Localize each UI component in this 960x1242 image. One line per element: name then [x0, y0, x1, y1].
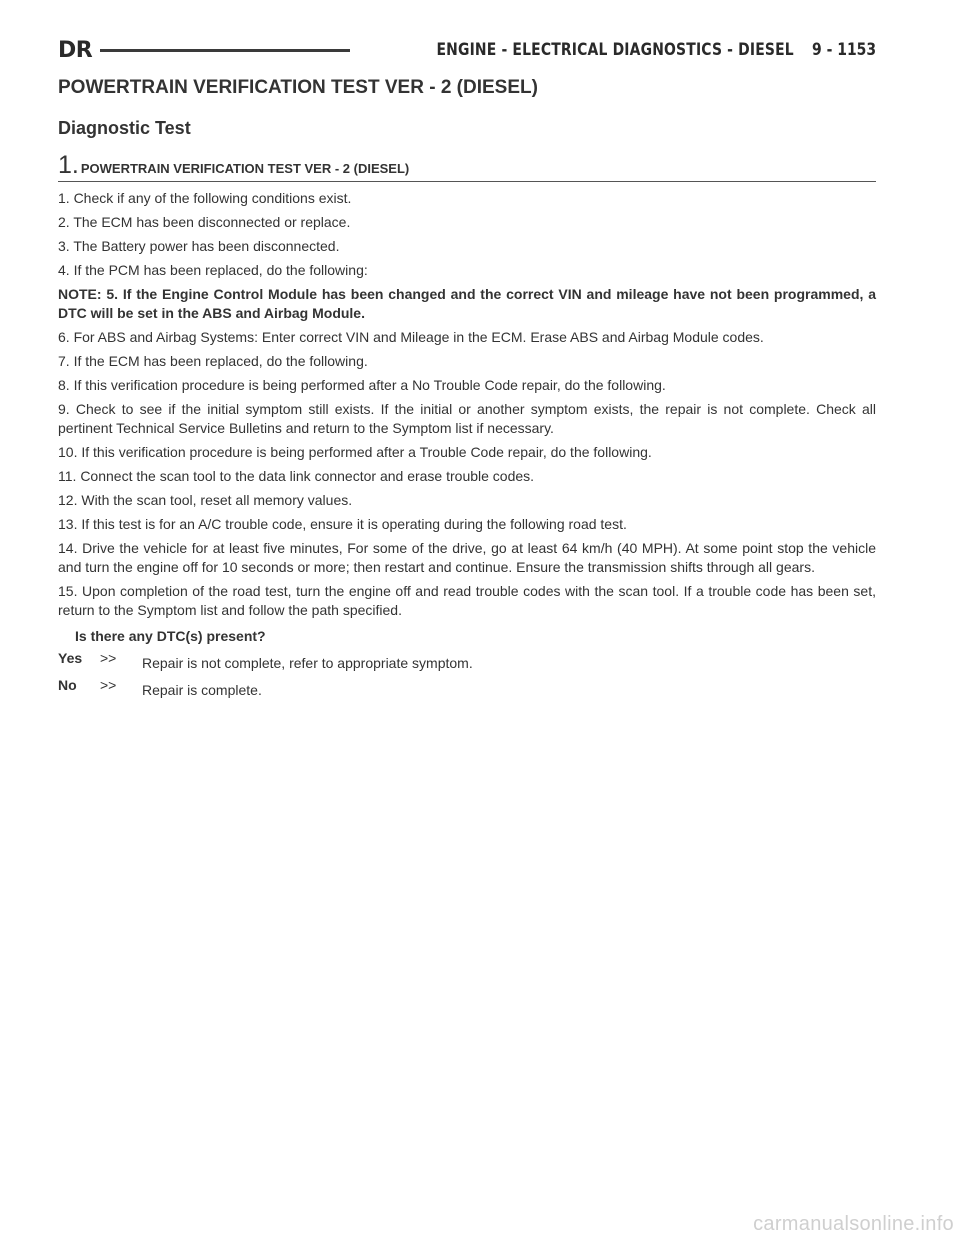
- header-rule: [100, 49, 350, 52]
- procedure-line: 9. Check to see if the initial symptom still exists. If the initial or another symptom exists, the repair is not complete. Check all pertinent Technical Service Bulletins and return to the Symptom list if necessary.: [58, 401, 876, 436]
- answer-no: [58, 679, 876, 698]
- procedure-line: 10. If this verification procedure is being performed after a Trouble Code repair, do the following.: [58, 444, 652, 460]
- header-model-code: DR: [58, 37, 93, 63]
- procedure-line: 4. If the PCM has been replaced, do the following:: [58, 262, 368, 278]
- header-page-number: 9 - 1153: [812, 40, 876, 60]
- procedure-line: 1. Check if any of the following conditions exist.: [58, 190, 352, 206]
- note-line: NOTE: 5. If the Engine Control Module has been changed and the correct VIN and mileage have not been programmed, a DTC will be set in the ABS and Airbag Module.: [58, 286, 876, 321]
- procedure-line: 3. The Battery power has been disconnected.: [58, 238, 340, 254]
- answer-text: Repair is not complete, refer to appropriate symptom.: [142, 655, 473, 671]
- answer-arrow: >>: [100, 650, 117, 666]
- diagnostic-question: Is there any DTC(s) present?: [75, 628, 266, 644]
- manual-page: [58, 34, 876, 698]
- procedure-line: 2. The ECM has been disconnected or replace.: [58, 214, 351, 230]
- answer-label: Yes: [58, 650, 83, 666]
- procedure-line: 14. Drive the vehicle for at least five minutes, For some of the drive, go at least 64 km/h (40 MPH). At some point stop the vehicle and turn the engine off for 10 seconds or more; then restart and continue. Ensure the transmission shifts through all gears.: [58, 540, 876, 575]
- page-subtitle: Diagnostic Test: [58, 118, 191, 138]
- site-watermark: carmanualsonline.info: [753, 1213, 954, 1235]
- page-title: POWERTRAIN VERIFICATION TEST VER - 2 (DIESEL): [58, 77, 538, 98]
- procedure-line: 11. Connect the scan tool to the data link connector and erase trouble codes.: [58, 468, 535, 484]
- procedure-line: 12. With the scan tool, reset all memory values.: [58, 492, 353, 508]
- answer-yes: [58, 652, 876, 671]
- step-number: 1.: [58, 151, 79, 179]
- answer-label: No: [58, 677, 77, 693]
- procedure-line: 15. Upon completion of the road test, turn the engine off and read trouble codes with the scan tool. If a trouble code has been set, return to the Symptom list and follow the path specified.: [58, 583, 876, 618]
- step-title: POWERTRAIN VERIFICATION TEST VER - 2 (DIESEL): [80, 161, 410, 176]
- procedure-line: 13. If this test is for an A/C trouble code, ensure it is operating during the following road test.: [58, 516, 627, 532]
- header-section-title: ENGINE - ELECTRICAL DIAGNOSTICS - DIESEL: [436, 40, 794, 60]
- procedure-line: 7. If the ECM has been replaced, do the following.: [58, 353, 368, 369]
- procedure-line: 8. If this verification procedure is being performed after a No Trouble Code repair, do the following.: [58, 377, 666, 393]
- step-heading: [58, 153, 876, 182]
- answer-arrow: >>: [100, 677, 117, 693]
- procedure-line: 6. For ABS and Airbag Systems: Enter correct VIN and Mileage in the ECM. Erase ABS and Airbag Module codes.: [58, 329, 764, 345]
- page-header: [58, 34, 876, 66]
- answer-text: Repair is complete.: [142, 682, 262, 698]
